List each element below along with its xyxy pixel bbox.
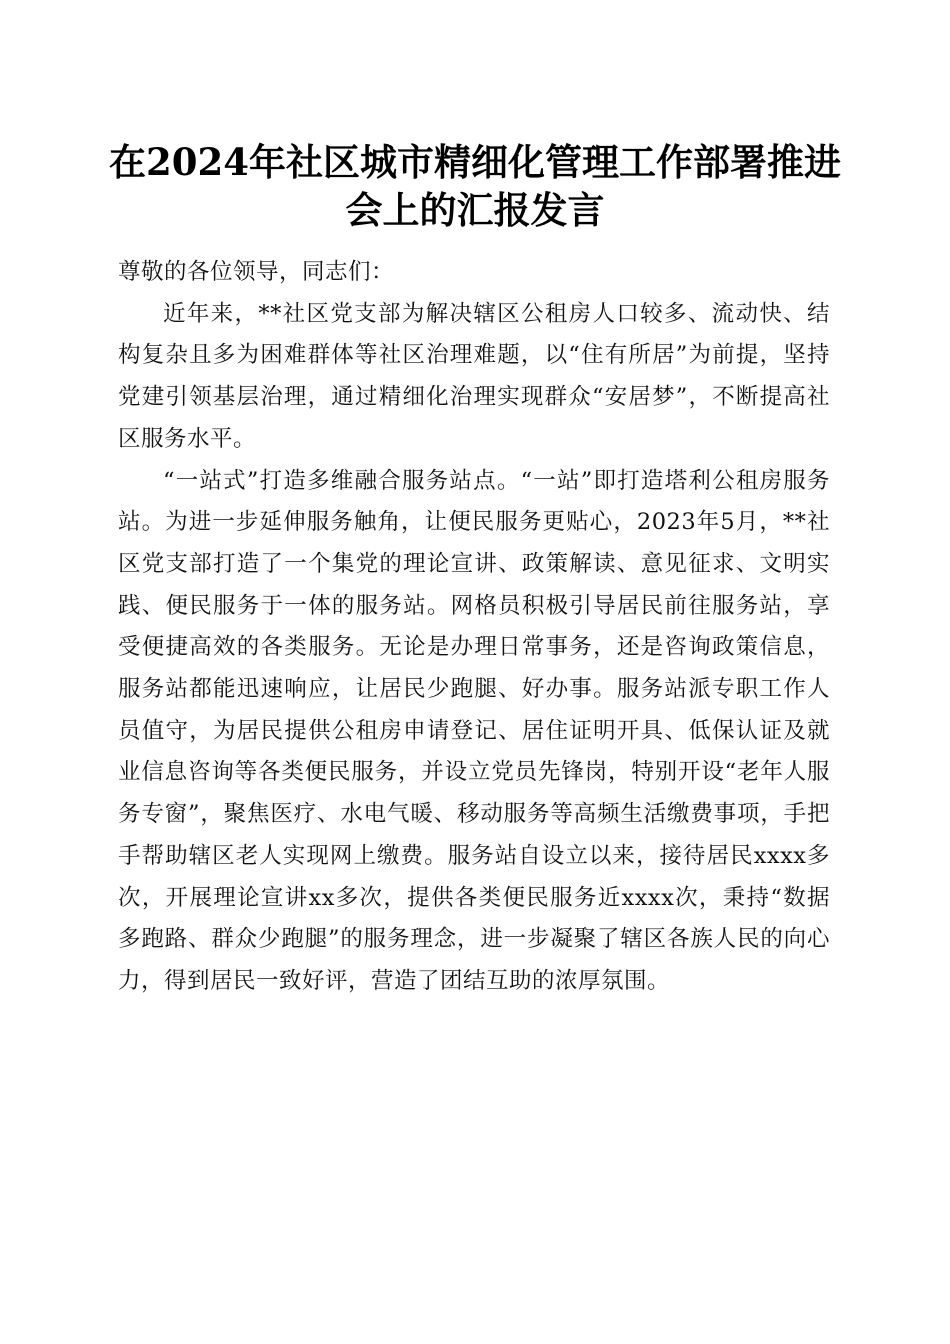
title-line-2: 会上的汇报发言 xyxy=(345,188,605,232)
paragraph-service-station: “一站式”打造多维融合服务站点。“一站”即打造塔利公租房服务站。为进一步延伸服务触角，让便民服务更贴心，2023年5月，**社区党支部打造了一个集党的理论宣讲、政策解读、意见征求、文明实践、便民服务于一体的服务站。网格员积极引导居民前往服务站，享受便捷高效的各类服务。无论是办理日常事务，还是咨询政策信息，服务站都能迅速响应，让居民少跑腿、好办事。服务站派专职工作人员值守，为居民提供公租房申请登记、居住证明开具、低保认证及就业信息咨询等各类便民服务，并设立党员先锋岗，特别开设“老年人服务专窗”，聚焦医疗、水电气暖、移动服务等高频生活缴费事项，手把手帮助辖区老人实现网上缴费。服务站自设立以来，接待居民xxxx多次，开展理论宣讲xx多次，提供各类便民服务近xxxx次，秉持“数据多跑路、群众少跑腿”的服务理念，进一步凝聚了辖区各族人民的向心力，得到居民一致好评，营造了团结互助的浓厚氛围。 xyxy=(118,467,830,994)
salutation: 尊敬的各位领导，同志们： xyxy=(118,259,395,285)
document-body xyxy=(118,252,830,1003)
title-line-1: 在2024年社区城市精细化管理工作部署推进 xyxy=(109,140,841,184)
document-title xyxy=(100,138,850,234)
paragraph-intro: 近年来，**社区党支部为解决辖区公租房人口较多、流动快、结构复杂且多为困难群体等社区治理难题，以“住有所居”为前提，坚持党建引领基层治理，通过精细化治理实现群众“安居梦”，不断提高社区服务水平。 xyxy=(118,300,830,452)
